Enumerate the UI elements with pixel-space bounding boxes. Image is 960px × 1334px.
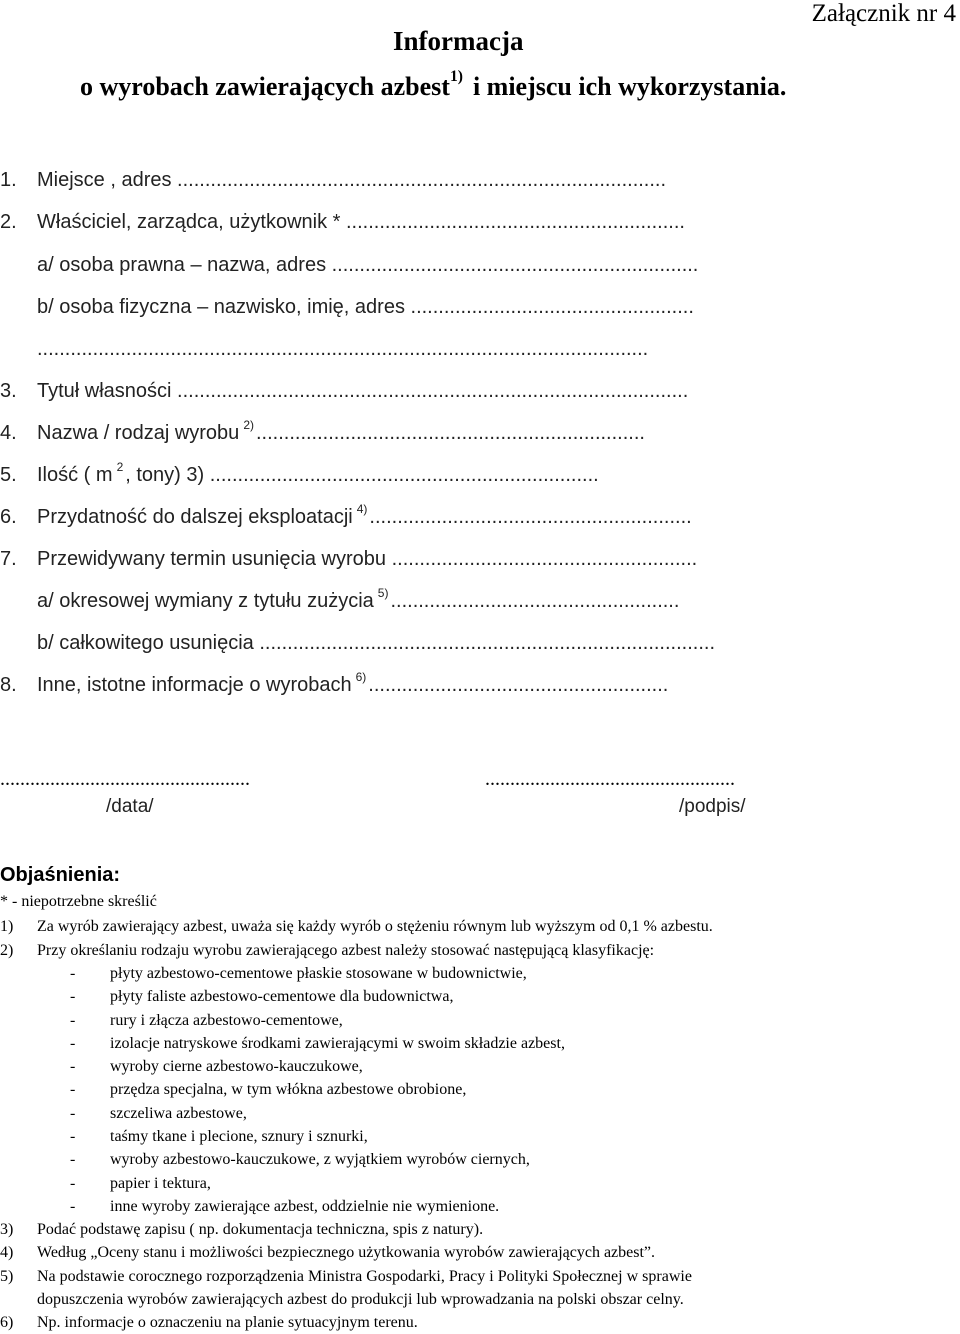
footnote-6: 6) Np. informacje o oznaczeniu na planie sytuacyjnym terenu. (0, 1314, 418, 1331)
star-note: * - niepotrzebne skreślić (0, 893, 157, 910)
footnote-1: 1) Za wyrób zawierający azbest, uważa się każdy wyrób o stężeniu równym lub wyższym od 0,1 % azbestu. (0, 918, 713, 935)
form-line-full-removal: b/ całkowitego usunięcia .................................................................................. (37, 632, 715, 654)
list-item: - papier i tektura, (70, 1175, 211, 1192)
footnote-4: 4) Według „Oceny stanu i możliwości bezpiecznego użytkowania wyrobów zawierających azbest”. (0, 1244, 656, 1261)
form-line-quantity: 5. Ilość ( m $^2$ , tony) 3) ...................................................................... (0, 460, 599, 486)
list-item: - wyroby cierne azbestowo-kauczukowe, (70, 1058, 363, 1075)
form-line-title: 3. Tytuł własności ............................................................................................ (0, 380, 689, 402)
list-item: - przędza specjalna, w tym włókna azbestowe obrobione, (70, 1081, 467, 1098)
date-dots: .................................................. (0, 768, 250, 790)
list-item: - izolacje natryskowe środkami zawierającymi w swoim składzie azbest, (70, 1035, 565, 1052)
list-item: - taśmy tkane i plecione, sznury i sznurki, (70, 1128, 368, 1145)
form-line-periodic-replacement: a/ okresowej wymiany z tytułu zużycia $^{5)}$ .................................................... (37, 586, 680, 612)
form-line-continuation: .............................................................................................................. (37, 338, 649, 360)
date-label: /data/ (106, 796, 154, 817)
form-line-natural-person: b/ osoba fizyczna – nazwisko, imię, adres ................................................... (37, 296, 694, 318)
list-item: - rury i złącza azbestowo-cementowe, (70, 1012, 343, 1029)
form-line-owner: 2. Właściciel, zarządca, użytkownik * ............................................................. (0, 211, 685, 233)
signature-dots: .................................................. (485, 768, 735, 790)
form-line-place: 1. Miejsce , adres ........................................................................................ (0, 169, 667, 191)
form-line-usability: 6. Przydatność do dalszej eksploatacji $^{4)}$ .......................................................... (0, 502, 692, 528)
list-item: - szczeliwa azbestowe, (70, 1105, 247, 1122)
form-line-legal-person: a/ osoba prawna – nazwa, adres .................................................................. (37, 254, 699, 276)
footnote-3: 3) Podać podstawę zapisu ( np. dokumentacja techniczna, spis z natury). (0, 1221, 484, 1238)
footnote-2: 2) Przy określaniu rodzaju wyrobu zawierającego azbest należy stosować następującą klasyfikację: (0, 942, 655, 959)
document-subtitle: o wyrobach zawierających azbest$^{1)}$ i miejscu ich wykorzystania. (80, 67, 787, 101)
signature-label: /podpis/ (679, 796, 746, 817)
document-title: Informacja (393, 26, 524, 56)
list-item: - inne wyroby zawierające azbest, oddzielnie nie wymienione. (70, 1198, 500, 1215)
list-item: - płyty azbestowo-cementowe płaskie stosowane w budownictwie, (70, 965, 527, 982)
annex-label: Załącznik nr 4 (811, 0, 956, 27)
footnote-5-continuation: dopuszczenia wyrobów zawierających azbest do produkcji lub wprowadzania na polski obszar celny. (37, 1291, 684, 1308)
list-item: - płyty faliste azbestowo-cementowe dla budownictwa, (70, 988, 454, 1005)
list-item: - wyroby azbestowo-kauczukowe, z wyjątkiem wyrobów ciernych, (70, 1151, 530, 1168)
form-line-product-name: 4. Nazwa / rodzaj wyrobu $^{2)}$ ...................................................................... (0, 418, 645, 444)
explanations-heading: Objaśnienia: (0, 864, 121, 886)
form-line-other-info: 8. Inne, istotne informacje o wyrobach $^{6)}$ ...................................................... (0, 670, 669, 696)
form-line-removal-date: 7. Przewidywany termin usunięcia wyrobu ....................................................... (0, 548, 698, 570)
footnote-ref-1: 1) (449, 67, 463, 85)
footnote-5: 5) Na podstawie corocznego rozporządzenia Ministra Gospodarki, Pracy i Polityki Społecznej w sprawie (0, 1268, 692, 1285)
